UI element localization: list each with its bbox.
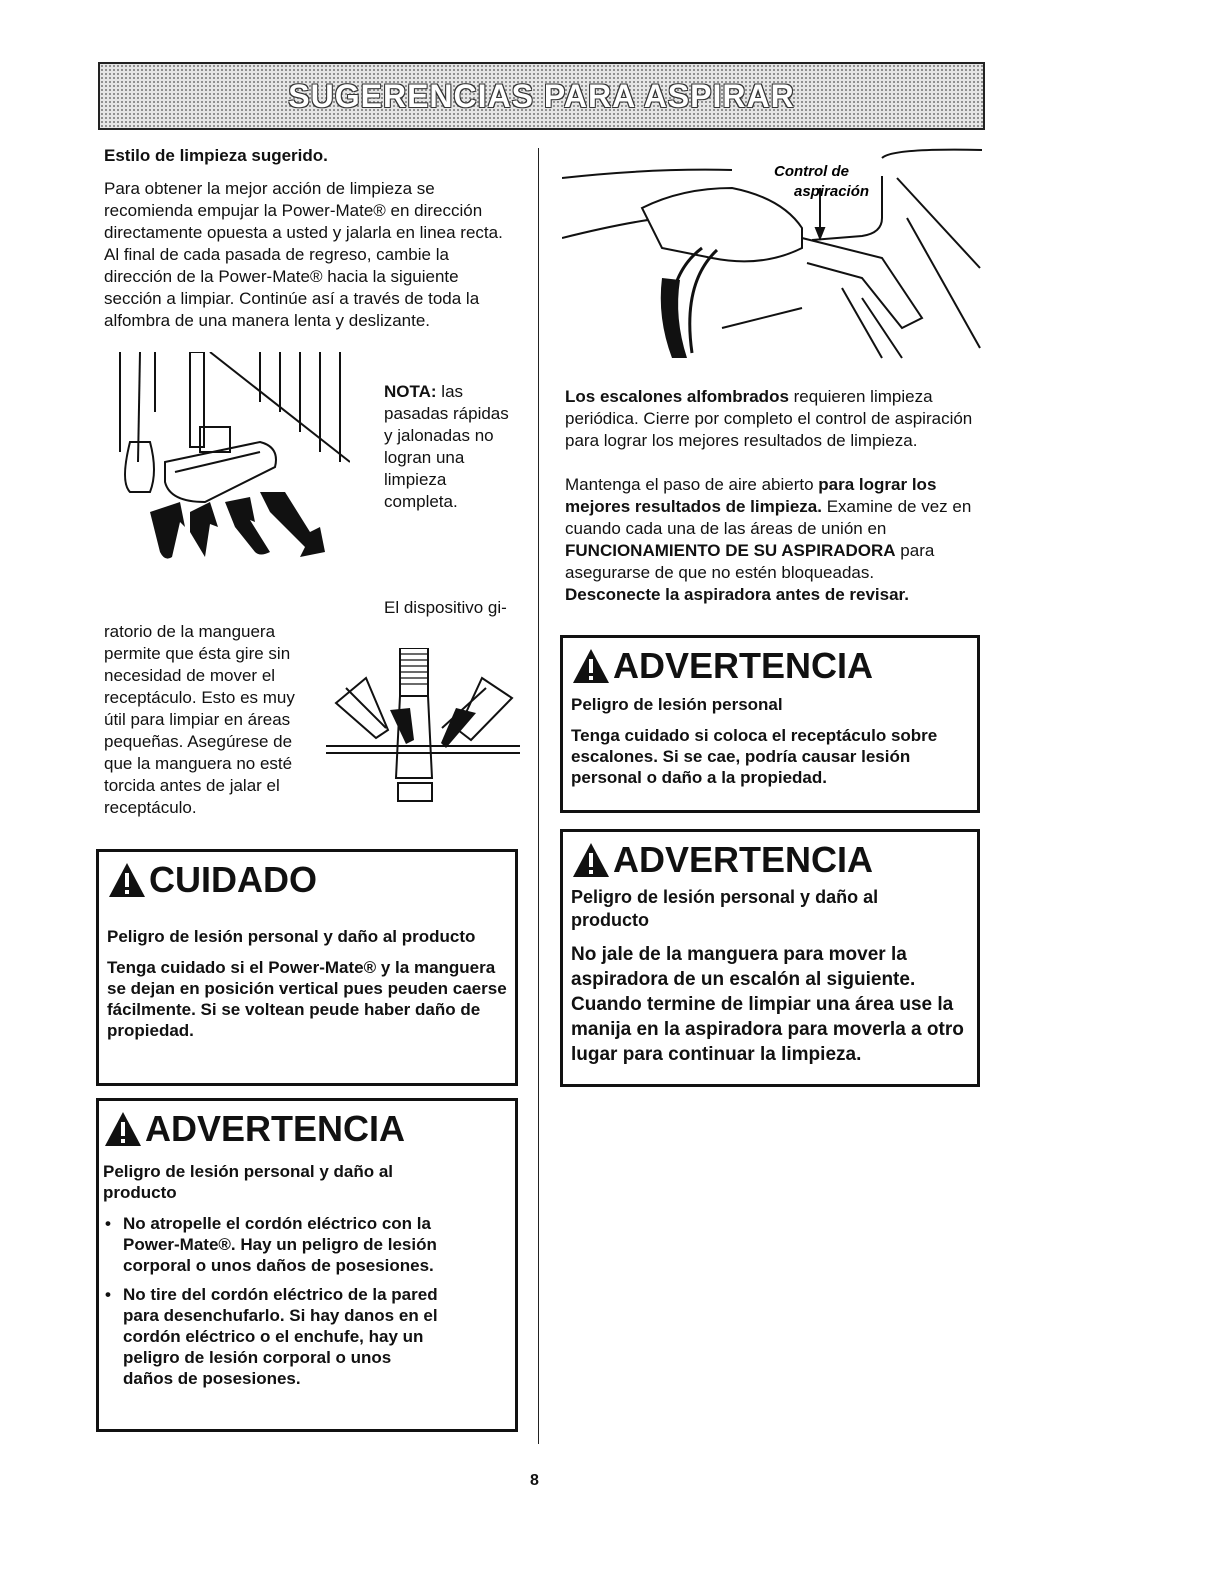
airflow-text-d: FUNCIONAMIENTO DE SU ASPIRADORA: [565, 541, 896, 560]
caution-hazard: Peligro de lesión personal y daño al producto: [107, 927, 476, 946]
warning-cord-title-row: [103, 1109, 507, 1149]
page-number: 8: [530, 1472, 539, 1489]
caution-title-row: [107, 860, 507, 900]
warning-stairs-hazard: Peligro de lesión personal: [571, 695, 783, 714]
suction-control-illustration: [562, 148, 982, 364]
column-divider: [538, 148, 539, 1444]
warning-stairs-body: Tenga cuidado si coloca el receptáculo sobre escalones. Si se cae, podría causar lesión personal o daño a la propiedad.: [571, 726, 938, 787]
warning-stairs-title: ADVERTENCIA: [613, 645, 874, 686]
warning-triangle-icon: [571, 841, 611, 879]
airflow-paragraph: [565, 474, 977, 606]
power-mate-illustration: [110, 352, 350, 580]
warning-box-stairs: [560, 635, 980, 813]
airflow-text-f: Desconecte la aspiradora antes de revisar.: [565, 585, 909, 604]
caution-body: Tenga cuidado si el Power-Mate® y la manguera se dejan en posición vertical pues peuden caerse fácilmente. Si se voltean peude haber daño de propiedad.: [107, 958, 507, 1040]
note-label: NOTA:: [384, 382, 437, 401]
warning-cord-item: • No atropelle el cordón eléctrico con la Power-Mate®. Hay un peligro de lesión corporal o unos daños de posesiones.: [103, 1213, 443, 1276]
stairs-text: requieren limpieza periódica. Cierre por completo el control de aspiración para lograr los mejores resultados de limpieza.: [565, 387, 973, 450]
airflow-text-a: Mantenga el paso de aire abierto: [565, 475, 819, 494]
airflow-text-c: Examine de vez en cuando cada una de las áreas de unión en: [565, 497, 972, 538]
cleaning-style-paragraph: Para obtener la mejor acción de limpieza se recomienda empujar la Power-Mate® en dirección directamente opuesta a usted y jalarla en linea recta. Al final de cada pasada de regreso, cambie la dirección de la Power-Mate® hacia la siguiente sección a limpiar. Continúe así a través de toda la alfombra de una manera lenta y deslizante.: [104, 179, 503, 330]
caution-title: CUIDADO: [149, 859, 317, 900]
warning-triangle-icon: [107, 861, 147, 899]
section-banner: [98, 62, 985, 130]
swivel-hose-illustration: [326, 648, 520, 808]
caution-box: [96, 849, 518, 1086]
warning-hose-hazard: Peligro de lesión personal y daño al producto: [571, 887, 879, 930]
stairs-paragraph: [565, 386, 977, 452]
figure-label-2: aspiración: [794, 183, 870, 200]
warning-box-cord: [96, 1098, 518, 1432]
warning-box-hose: [560, 829, 980, 1087]
warning-cord-title: ADVERTENCIA: [145, 1108, 406, 1149]
warning-cord-item: • No tire del cordón eléctrico de la pared para desenchufarlo. Si hay danos en el cordón eléctrico o el enchufe, hay un peligro de lesión corporal o unos daños de posesiones.: [103, 1284, 443, 1389]
figure-label-1: Control de: [774, 163, 849, 180]
warning-hose-body: No jale de la manguera para mover la aspiradora de un escalón al siguiente. Cuando termine de limpiar una área use la manija en la aspiradora para moverla a otro lugar para continuar la limpieza.: [571, 944, 964, 1065]
swivel-paragraph: ratorio de la manguera permite que ésta gire sin necesidad de mover el receptáculo. Esto es muy útil para limpiar en áreas pequeñas. Asegúrese de que la manguera no esté torcida antes de jalar el receptáculo.: [104, 622, 295, 817]
note-paragraph: [384, 381, 514, 513]
warning-hose-title-row: [571, 840, 969, 880]
warning-cord-list: [103, 1213, 443, 1389]
airflow-text-e: para asegurarse de que no estén bloqueadas.: [565, 541, 935, 582]
warning-triangle-icon: [571, 647, 611, 685]
note-text: las pasadas rápidas y jalonadas no logran una limpieza completa.: [384, 382, 509, 511]
warning-hose-title: ADVERTENCIA: [613, 839, 874, 880]
cleaning-style-heading: Estilo de limpieza sugerido.: [104, 146, 328, 165]
warning-triangle-icon: [103, 1110, 143, 1148]
banner-title: SUGERENCIAS PARA ASPIRAR: [288, 77, 795, 114]
swivel-lead: El dispositivo gi-: [384, 598, 507, 617]
stairs-bold: Los escalones alfombrados: [565, 387, 789, 406]
airflow-text-b: para lograr los mejores resultados de limpieza.: [565, 475, 937, 516]
warning-stairs-title-row: [571, 646, 969, 686]
warning-cord-hazard: Peligro de lesión personal y daño al producto: [103, 1162, 394, 1202]
